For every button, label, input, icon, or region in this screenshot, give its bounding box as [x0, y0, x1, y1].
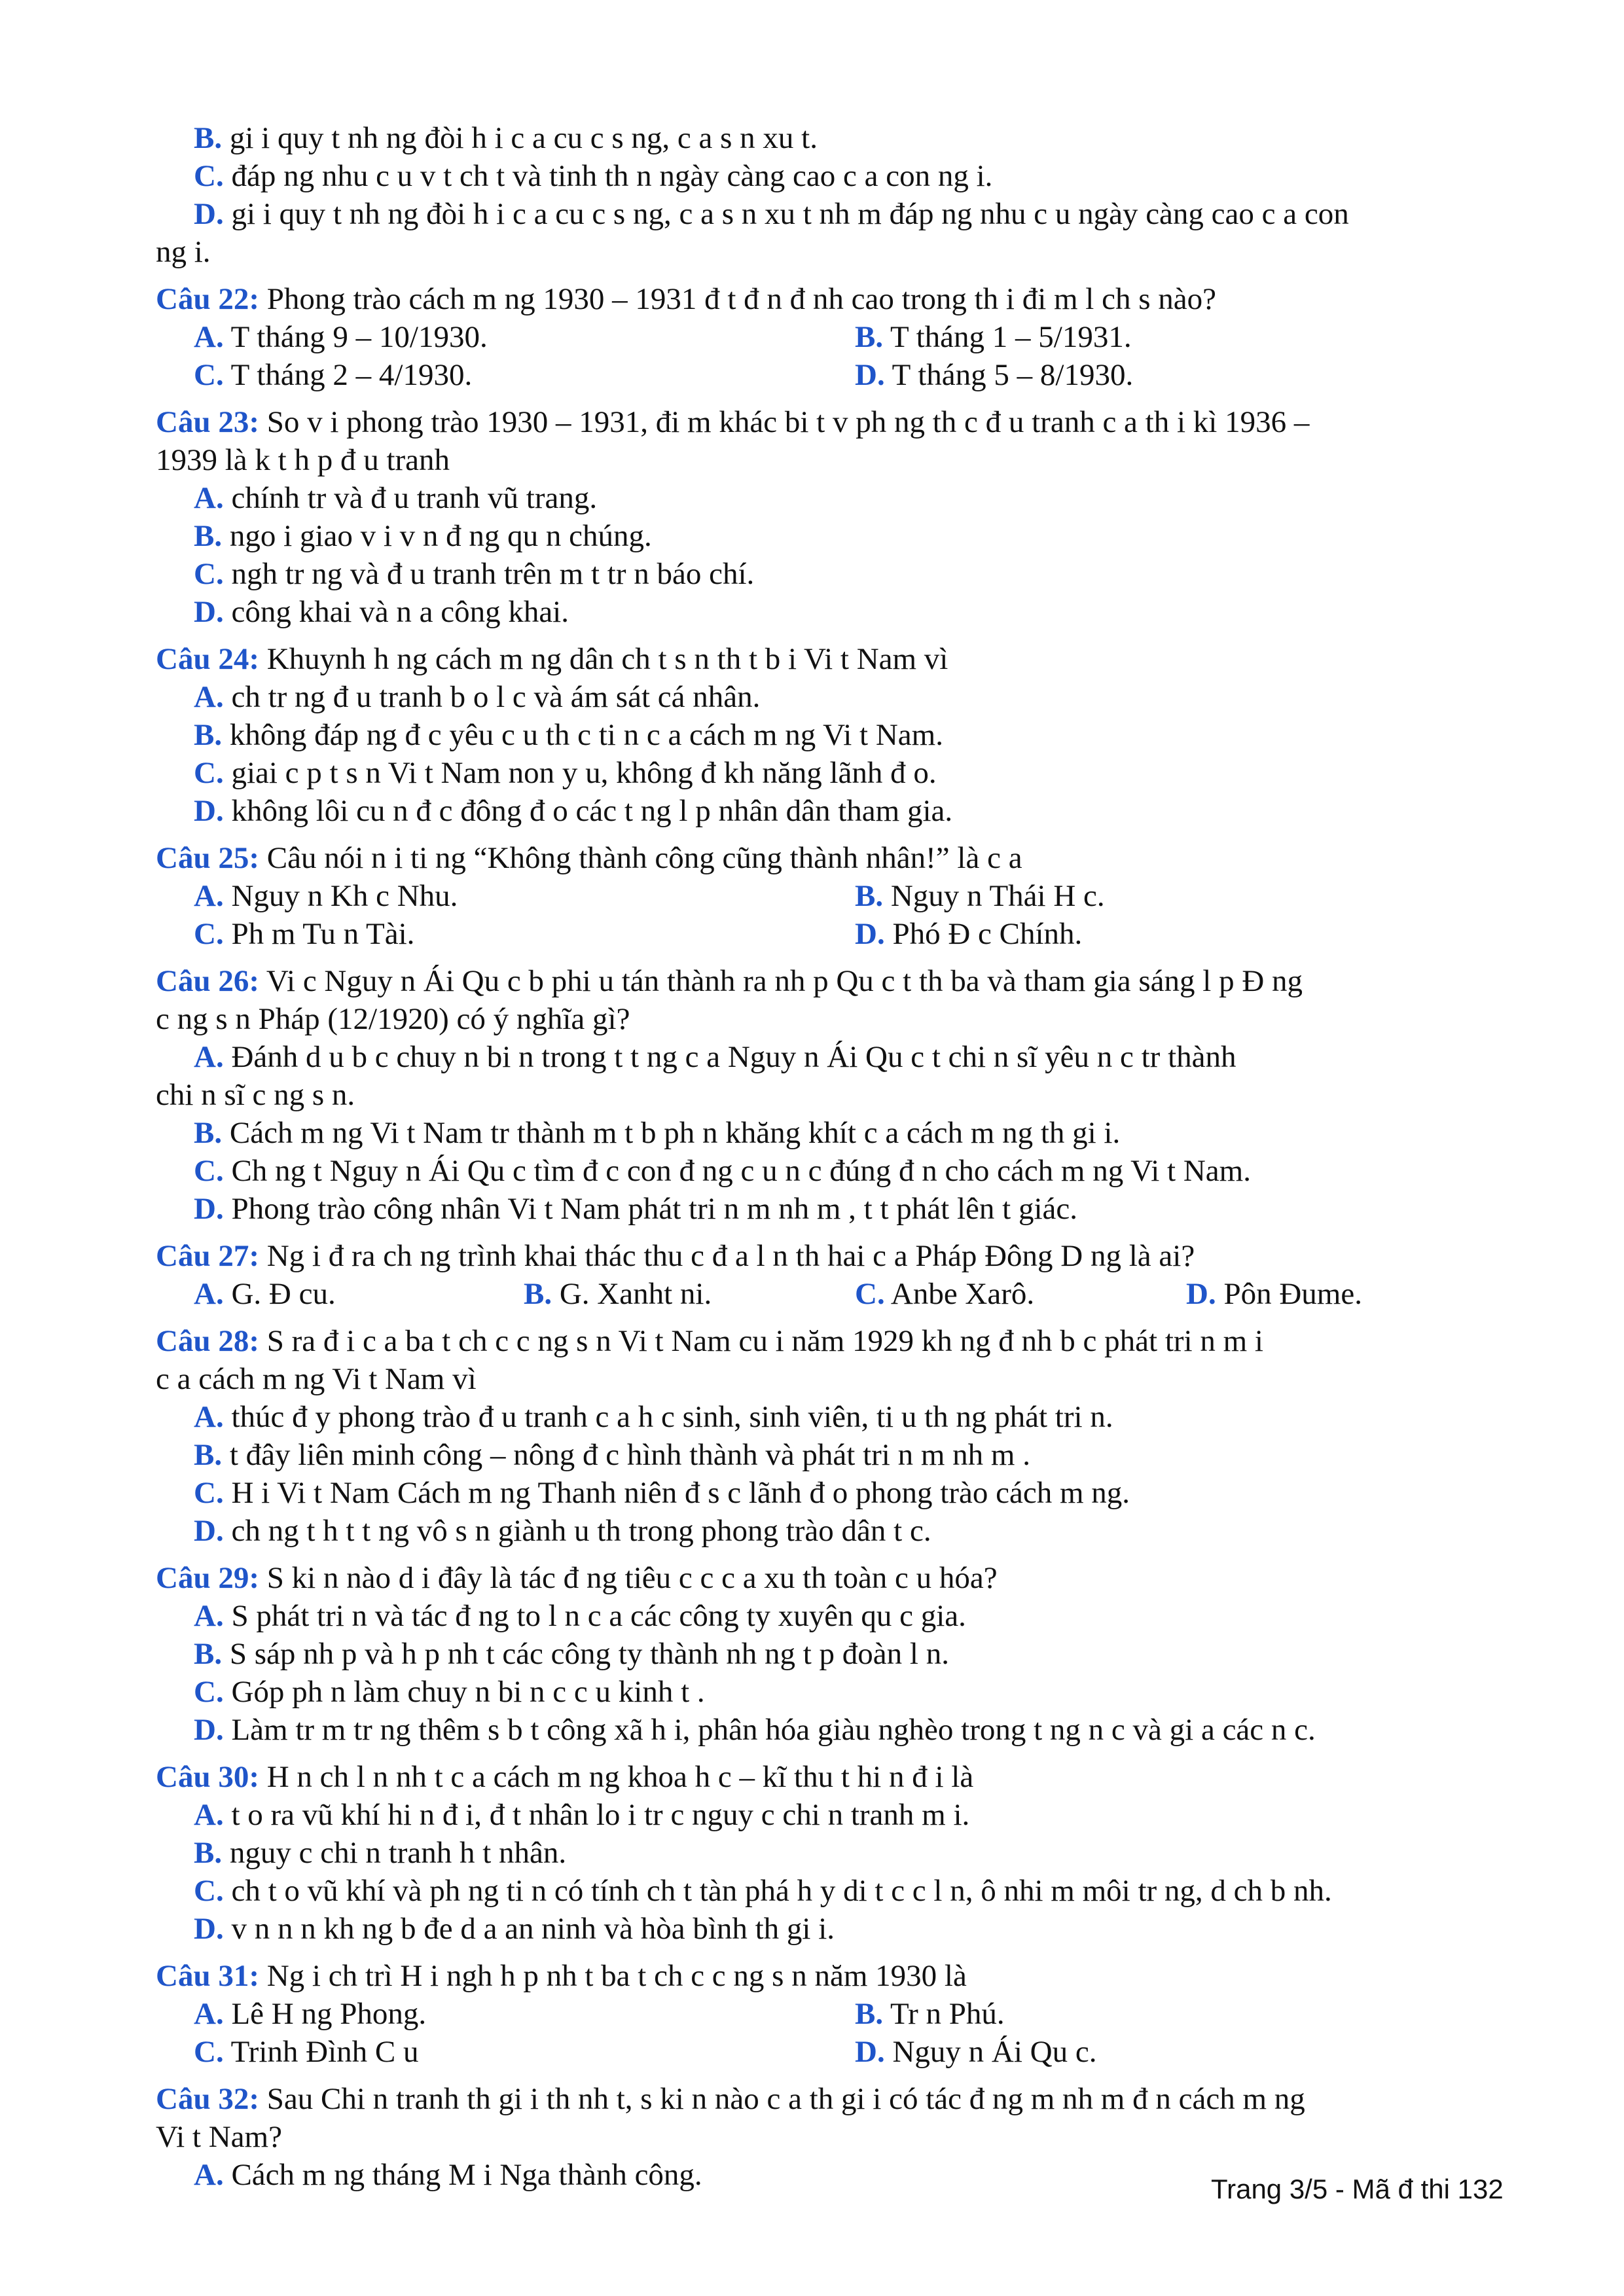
- option-text: gi i quy t nh ng đòi h i c a cu c s ng, c a s n xu t nh m đáp ng nhu c u ngày càng cao c a con: [231, 197, 1349, 231]
- option-letter: C.: [855, 1277, 885, 1311]
- q22-option-d: [855, 356, 1133, 394]
- q32-option-a: [194, 2156, 702, 2194]
- option-letter: B.: [194, 121, 223, 155]
- option-text: không lôi cu n đ c đông đ o các t ng l p nhân dân tham gia.: [231, 794, 953, 828]
- option-letter: B.: [194, 1438, 223, 1472]
- option-letter: B.: [855, 320, 884, 354]
- option-text: T tháng 1 – 5/1931.: [890, 320, 1132, 354]
- question-label: Câu 32:: [156, 2082, 259, 2116]
- option-letter: C.: [194, 1874, 224, 1908]
- q25-option-d: [855, 915, 1082, 953]
- question-label: Câu 26:: [156, 964, 259, 998]
- option-text: Ph m Tu n Tài.: [231, 917, 415, 951]
- prev-option-d: [194, 195, 1349, 233]
- option-letter: D.: [855, 917, 885, 951]
- option-text: ngh tr ng và đ u tranh trên m t tr n báo chí.: [231, 557, 755, 591]
- option-text: Nguy n Thái H c.: [890, 879, 1105, 913]
- option-letter: D.: [1186, 1277, 1216, 1311]
- option-letter: B.: [194, 519, 223, 553]
- question-23: [156, 403, 1309, 441]
- option-letter: B.: [524, 1277, 552, 1311]
- option-letter: A.: [194, 1599, 224, 1633]
- q26-option-a-cont: chi n sĩ c ng s n.: [156, 1078, 355, 1112]
- option-text: Pôn Đume.: [1223, 1277, 1362, 1311]
- option-letter: C.: [194, 756, 224, 790]
- option-letter: A.: [194, 680, 224, 714]
- option-text: thúc đ y phong trào đ u tranh c a h c sinh, sinh viên, ti u th ng phát tri n.: [231, 1400, 1113, 1434]
- option-text: chính tr và đ u tranh vũ trang.: [231, 481, 598, 515]
- option-letter: C.: [194, 358, 224, 392]
- q28-option-a: [194, 1398, 1113, 1436]
- option-text: Cách m ng Vi t Nam tr thành m t b ph n khăng khít c a cách m ng th gi i.: [229, 1116, 1121, 1150]
- question-26-cont: c ng s n Pháp (12/1920) có ý nghĩa gì?: [156, 1002, 630, 1036]
- option-text: Tr n Phú.: [890, 1997, 1005, 2031]
- question-24: [156, 640, 948, 678]
- q28-option-d: [194, 1512, 931, 1550]
- option-letter: B.: [194, 1836, 223, 1870]
- q25-option-a: [194, 877, 458, 915]
- option-text: ch tr ng đ u tranh b o l c và ám sát cá nhân.: [231, 680, 761, 714]
- option-letter: A.: [194, 320, 224, 354]
- q29-option-b: [194, 1635, 949, 1673]
- option-letter: A.: [194, 1040, 224, 1074]
- q31-option-b: [855, 1995, 1005, 2033]
- q27-option-b: [524, 1275, 712, 1313]
- option-letter: B.: [855, 879, 884, 913]
- q28-option-b: [194, 1436, 1030, 1474]
- question-30: [156, 1758, 973, 1796]
- option-text: đáp ng nhu c u v t ch t và tinh th n ngày càng cao c a con ng i.: [231, 159, 993, 193]
- q24-option-b: [194, 716, 943, 754]
- question-text: Ng i ch trì H i ngh h p nh t ba t ch c c ng s n năm 1930 là: [266, 1959, 967, 1993]
- q22-option-c: [194, 356, 472, 394]
- question-label: Câu 24:: [156, 642, 259, 676]
- question-text: S ki n nào d i đây là tác đ ng tiêu c c c a xu th toàn c u hóa?: [266, 1561, 998, 1595]
- q22-option-a: [194, 318, 488, 356]
- option-letter: B.: [855, 1997, 884, 2031]
- option-text: S sáp nh p và h p nh t các công ty thành nh ng t p đoàn l n.: [229, 1637, 949, 1671]
- q31-option-c: [194, 2033, 418, 2071]
- q22-option-b: [855, 318, 1132, 356]
- option-text: Phó Đ c Chính.: [892, 917, 1083, 951]
- question-22: [156, 280, 1216, 318]
- question-28: [156, 1322, 1263, 1360]
- question-28-cont: c a cách m ng Vi t Nam vì: [156, 1362, 477, 1396]
- option-text: G. Đ cu.: [231, 1277, 336, 1311]
- q29-option-d: [194, 1711, 1316, 1749]
- prev-option-b: [194, 119, 818, 157]
- question-label: Câu 27:: [156, 1239, 259, 1273]
- q26-option-c: [194, 1152, 1251, 1190]
- question-32-cont: Vi t Nam?: [156, 2120, 282, 2154]
- option-letter: D.: [194, 595, 224, 629]
- option-letter: B.: [194, 1116, 223, 1150]
- option-letter: D.: [194, 1912, 224, 1946]
- q30-option-c: [194, 1872, 1332, 1910]
- q25-option-b: [855, 877, 1105, 915]
- question-label: Câu 28:: [156, 1324, 259, 1358]
- option-text: Lê H ng Phong.: [231, 1997, 427, 2031]
- q23-option-d: [194, 593, 569, 631]
- prev-option-d-cont: ng i.: [156, 235, 211, 269]
- option-text: không đáp ng đ c yêu c u th c ti n c a cách m ng Vi t Nam.: [229, 718, 943, 752]
- q29-option-c: [194, 1673, 705, 1711]
- question-text: Câu nói n i ti ng “Không thành công cũng thành nhân!” là c a: [266, 841, 1022, 875]
- q26-option-a: [194, 1038, 1236, 1076]
- option-text: T tháng 9 – 10/1930.: [230, 320, 488, 354]
- q30-option-b: [194, 1834, 566, 1872]
- option-letter: D.: [855, 2035, 885, 2069]
- page-footer: Trang 3/5 - Mã đ thi 132: [1211, 2174, 1504, 2204]
- question-label: Câu 30:: [156, 1760, 259, 1794]
- question-label: Câu 29:: [156, 1561, 259, 1595]
- question-text: S ra đ i c a ba t ch c c ng s n Vi t Nam cu i năm 1929 kh ng đ nh b c phát tri n m i: [266, 1324, 1263, 1358]
- option-text: nguy c chi n tranh h t nhân.: [229, 1836, 567, 1870]
- question-text: So v i phong trào 1930 – 1931, đi m khác bi t v ph ng th c đ u tranh c a th i kì 1936 –: [266, 405, 1310, 439]
- option-letter: A.: [194, 2158, 224, 2192]
- q23-option-a: [194, 479, 597, 517]
- option-text: ch t o vũ khí và ph ng ti n có tính ch t tàn phá h y di t c c l n, ô nhi m môi tr ng, d ch b nh.: [231, 1874, 1332, 1908]
- question-text: H n ch l n nh t c a cách m ng khoa h c – kĩ thu t hi n đ i là: [266, 1760, 974, 1794]
- option-letter: C.: [194, 159, 224, 193]
- option-letter: B.: [194, 718, 223, 752]
- option-text: Ch ng t Nguy n Ái Qu c tìm đ c con đ ng c u n c đúng đ n cho cách m ng Vi t Nam.: [231, 1154, 1251, 1188]
- q24-option-c: [194, 754, 937, 792]
- option-letter: C.: [194, 1675, 224, 1709]
- option-letter: D.: [194, 1514, 224, 1548]
- option-text: t o ra vũ khí hi n đ i, đ t nhân lo i tr c nguy c chi n tranh m i.: [231, 1798, 970, 1832]
- question-label: Câu 31:: [156, 1959, 259, 1993]
- q27-option-c: [855, 1275, 1034, 1313]
- option-letter: A.: [194, 1400, 224, 1434]
- option-text: giai c p t s n Vi t Nam non y u, không đ kh năng lãnh đ o.: [231, 756, 937, 790]
- question-text: Ng i đ ra ch ng trình khai thác thu c đ a l n th hai c a Pháp Đông D ng là ai?: [266, 1239, 1195, 1273]
- option-letter: C.: [194, 557, 224, 591]
- q31-option-a: [194, 1995, 426, 2033]
- q26-option-d: [194, 1190, 1077, 1228]
- question-26: [156, 962, 1303, 1000]
- option-letter: B.: [194, 1637, 223, 1671]
- question-text: Khuynh h ng cách m ng dân ch t s n th t b i Vi t Nam vì: [266, 642, 948, 676]
- option-letter: C.: [194, 917, 224, 951]
- option-text: Trinh Đình C u: [230, 2035, 419, 2069]
- option-text: T tháng 2 – 4/1930.: [230, 358, 473, 392]
- option-text: Góp ph n làm chuy n bi n c c u kinh t .: [231, 1675, 705, 1709]
- question-29: [156, 1559, 998, 1597]
- option-text: Đánh d u b c chuy n bi n trong t t ng c a Nguy n Ái Qu c t chi n sĩ yêu n c tr thành: [231, 1040, 1236, 1074]
- option-text: Nguy n Ái Qu c.: [892, 2035, 1097, 2069]
- q26-option-b: [194, 1114, 1120, 1152]
- option-text: S phát tri n và tác đ ng to l n c a các công ty xuyên qu c gia.: [231, 1599, 966, 1633]
- option-text: ch ng t h t t ng vô s n giành u th trong phong trào dân t c.: [231, 1514, 931, 1548]
- option-text: gi i quy t nh ng đòi h i c a cu c s ng, c a s n xu t.: [229, 121, 818, 155]
- option-text: G. Xanht ni.: [559, 1277, 712, 1311]
- q31-option-d: [855, 2033, 1096, 2071]
- option-text: Phong trào công nhân Vi t Nam phát tri n m nh m , t t phát lên t giác.: [231, 1192, 1077, 1226]
- question-text: Sau Chi n tranh th gi i th nh t, s ki n nào c a th gi i có tác đ ng m nh m đ n cách m ng: [266, 2082, 1305, 2116]
- question-text: Phong trào cách m ng 1930 – 1931 đ t đ n đ nh cao trong th i đi m l ch s nào?: [266, 282, 1216, 316]
- option-letter: D.: [194, 197, 224, 231]
- option-text: Làm tr m tr ng thêm s b t công xã h i, phân hóa giàu nghèo trong t ng n c và gi a các n c.: [231, 1713, 1316, 1747]
- question-label: Câu 25:: [156, 841, 259, 875]
- question-label: Câu 22:: [156, 282, 259, 316]
- q25-option-c: [194, 915, 414, 953]
- question-23-cont: 1939 là k t h p đ u tranh: [156, 443, 450, 477]
- question-31: [156, 1957, 967, 1995]
- option-letter: A.: [194, 481, 224, 515]
- q23-option-b: [194, 517, 652, 555]
- option-text: công khai và n a công khai.: [231, 595, 569, 629]
- option-text: H i Vi t Nam Cách m ng Thanh niên đ s c lãnh đ o phong trào cách m ng.: [231, 1476, 1130, 1510]
- option-text: T tháng 5 – 8/1930.: [892, 358, 1134, 392]
- option-letter: D.: [194, 794, 224, 828]
- option-text: t đây liên minh công – nông đ c hình thành và phát tri n m nh m .: [229, 1438, 1030, 1472]
- option-letter: D.: [855, 358, 885, 392]
- option-text: v n n n kh ng b đe d a an ninh và hòa bình th gi i.: [231, 1912, 835, 1946]
- option-letter: A.: [194, 1997, 224, 2031]
- q24-option-a: [194, 678, 760, 716]
- question-32: [156, 2080, 1305, 2118]
- option-letter: A.: [194, 1277, 224, 1311]
- q24-option-d: [194, 792, 952, 830]
- option-text: Nguy n Kh c Nhu.: [231, 879, 458, 913]
- option-text: Cách m ng tháng M i Nga thành công.: [231, 2158, 702, 2192]
- option-text: Anbe Xarô.: [890, 1277, 1035, 1311]
- question-25: [156, 839, 1022, 877]
- q30-option-d: [194, 1910, 835, 1948]
- option-letter: C.: [194, 2035, 224, 2069]
- option-letter: C.: [194, 1476, 224, 1510]
- option-letter: D.: [194, 1192, 224, 1226]
- prev-option-c: [194, 157, 992, 195]
- option-letter: C.: [194, 1154, 224, 1188]
- option-letter: A.: [194, 1798, 224, 1832]
- q23-option-c: [194, 555, 754, 593]
- option-letter: D.: [194, 1713, 224, 1747]
- q28-option-c: [194, 1474, 1130, 1512]
- q30-option-a: [194, 1796, 969, 1834]
- q29-option-a: [194, 1597, 966, 1635]
- question-27: [156, 1237, 1195, 1275]
- q27-option-a: [194, 1275, 336, 1313]
- question-text: Vi c Nguy n Ái Qu c b phi u tán thành ra nh p Qu c t th ba và tham gia sáng l p Đ ng: [266, 964, 1303, 998]
- option-letter: A.: [194, 879, 224, 913]
- q27-option-d: [1186, 1275, 1362, 1313]
- option-text: ngo i giao v i v n đ ng qu n chúng.: [229, 519, 652, 553]
- question-label: Câu 23:: [156, 405, 259, 439]
